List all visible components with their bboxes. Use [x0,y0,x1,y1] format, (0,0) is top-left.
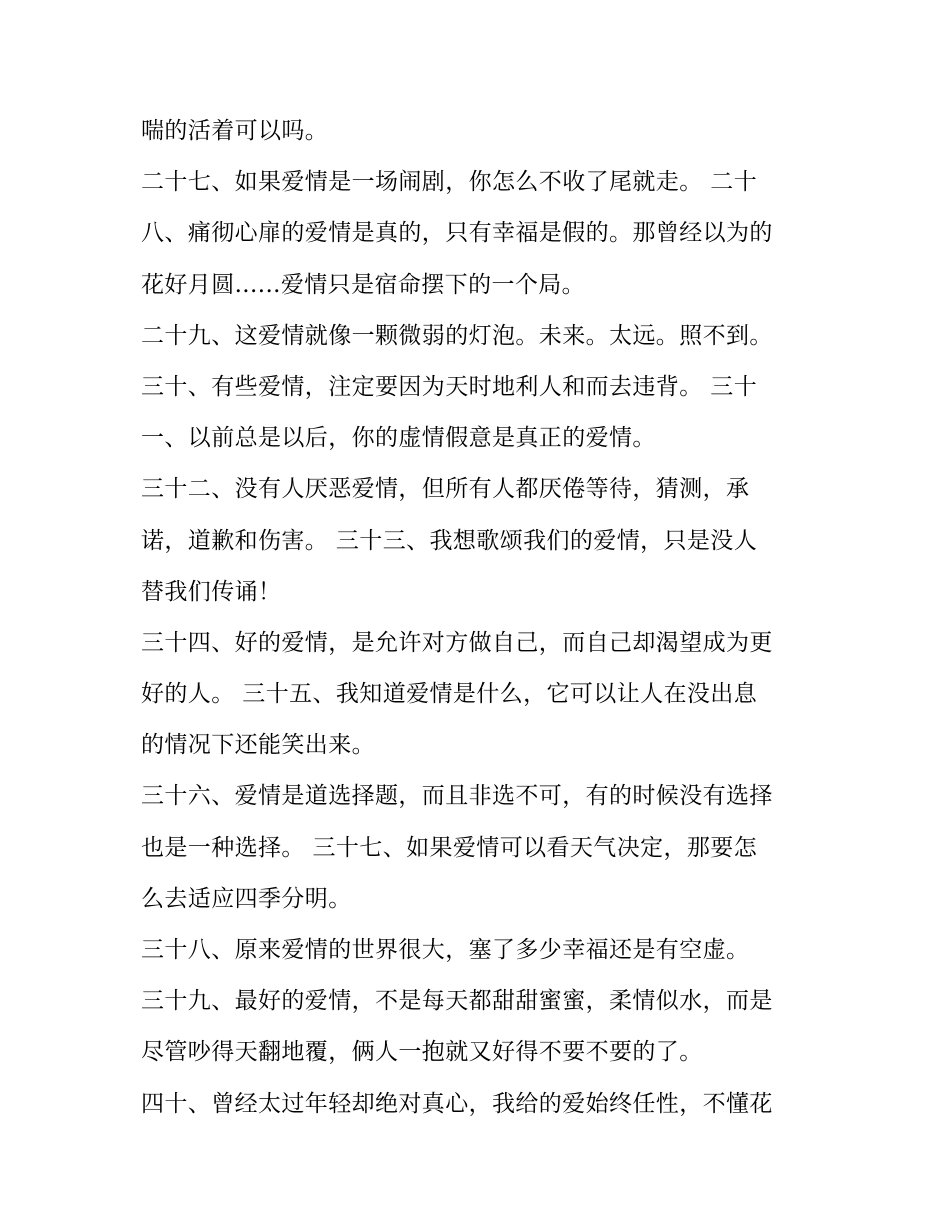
text-line-2: 二十七、如果爱情是一场闹剧，你怎么不收了尾就走。 二十 [141,169,758,196]
text-line-11: 三十四、好的爱情，是允许对方做自己，而自己却渴望成为更 [141,629,773,656]
text-line-3: 八、痛彻心扉的爱情是真的，只有幸福是假的。那曾经以为的 [141,220,773,247]
text-line-19: 尽管吵得天翻地覆，俩人一抱就又好得不要不要的了。 [141,1039,703,1066]
text-line-16: 么去适应四季分明。 [141,885,352,912]
text-line-12: 好的人。 三十五、我知道爱情是什么，它可以让人在没出息 [141,681,758,708]
text-line-6: 三十、有些爱情，注定要因为天时地利人和而去违背。 三十 [141,373,758,400]
text-line-5: 二十九、这爱情就像一颗微弱的灯泡。未来。太远。照不到。 [141,322,773,349]
text-line-18: 三十九、最好的爱情，不是每天都甜甜蜜蜜，柔情似水，而是 [141,988,773,1015]
text-line-4: 花好月圆......爱情只是宿命摆下的一个局。 [141,271,586,298]
text-line-17: 三十八、原来爱情的世界很大，塞了多少幸福还是有空虚。 [141,937,750,963]
text-line-15: 也是一种选择。 三十七、如果爱情可以看天气决定，那要怎 [141,834,758,861]
text-line-9: 诺，道歉和伤害。 三十三、我想歌颂我们的爱情，只是没人 [141,527,758,554]
body-text [141,106,821,1130]
text-line-13: 的情况下还能笑出来。 [141,732,375,759]
text-line-20: 四十、曾经太过年轻却绝对真心，我给的爱始终任性，不懂花 [141,1090,773,1117]
text-line-7: 一、以前总是以后，你的虚情假意是真正的爱情。 [141,425,656,452]
text-line-1: 喘的活着可以吗。 [141,118,329,144]
text-line-8: 三十二、没有人厌恶爱情，但所有人都厌倦等待，猜测，承 [141,476,750,503]
text-line-14: 三十六、爱情是道选择题，而且非选不可，有的时候没有选择 [141,783,773,810]
text-line-10: 替我们传诵！ [141,578,282,605]
